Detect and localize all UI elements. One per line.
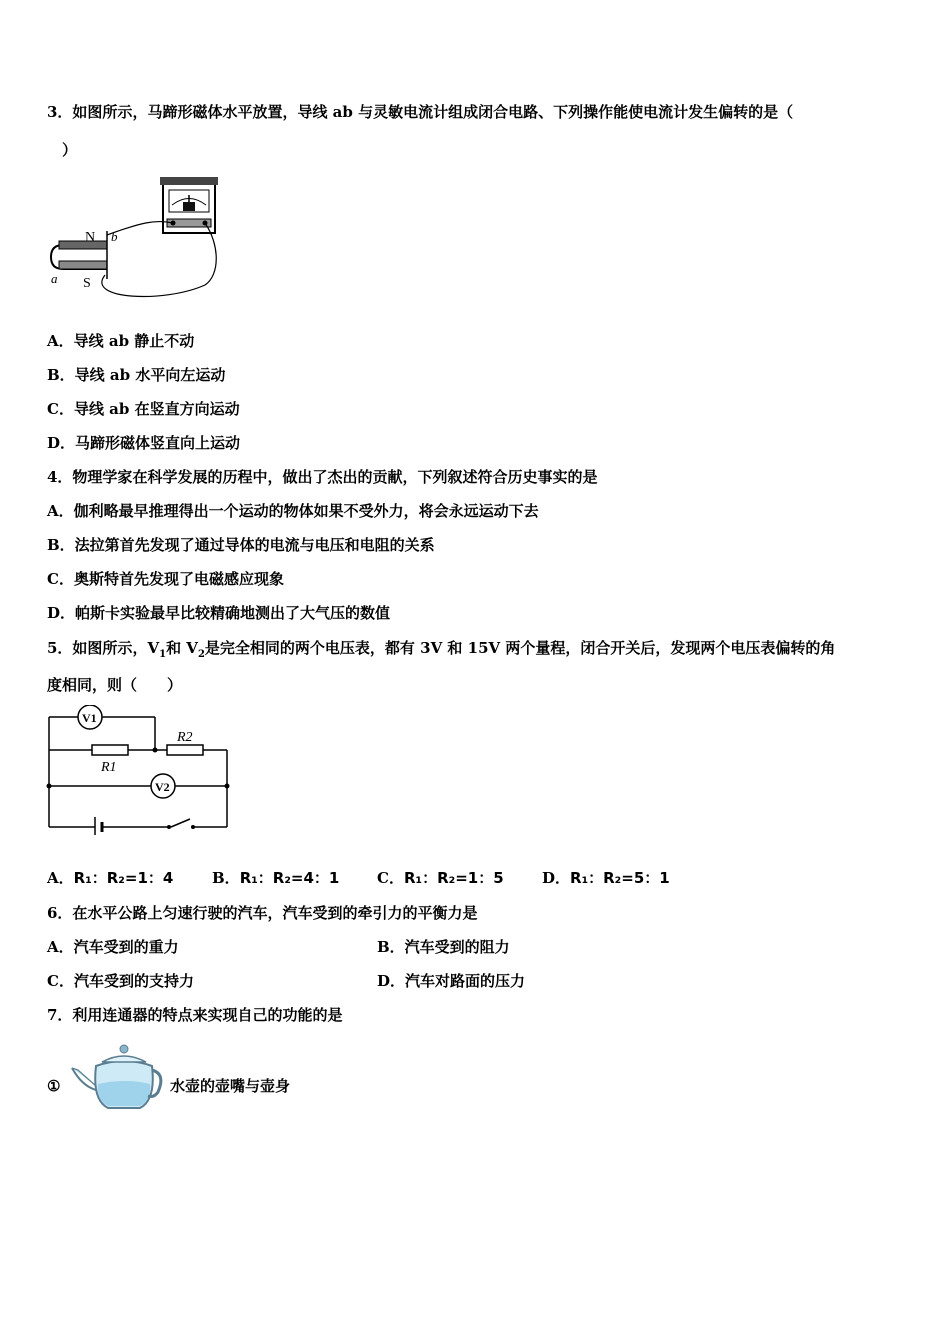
teapot-icon — [68, 1038, 164, 1114]
resistor-r1 — [92, 745, 128, 755]
q4-stem: 4．物理学家在科学发展的历程中，做出了杰出的贡献，下列叙述符合历史事实的是 — [47, 468, 598, 486]
q5-stem — [47, 638, 835, 665]
galvanometer — [160, 177, 218, 233]
q5-stem-pre: 5．如图所示， — [47, 639, 148, 657]
label-s: S — [83, 276, 91, 291]
q7-item1-marker: ① — [47, 1077, 61, 1095]
resistor-r2 — [167, 745, 203, 755]
q7-item1-text: 水壶的壶嘴与壶身 — [170, 1077, 291, 1095]
q5-v1: V — [147, 639, 160, 657]
label-r1: R1 — [101, 760, 117, 775]
q7-stem: 7．利用连通器的特点来实现自己的功能的是 — [47, 1006, 343, 1024]
q3-option-b[interactable]: B．导线 ab 水平向左运动 — [47, 366, 226, 384]
label-v2: V2 — [155, 780, 170, 794]
label-b: b — [111, 229, 118, 244]
label-a: a — [51, 271, 58, 286]
q3-stem: 3．如图所示，马蹄形磁体水平放置，导线 ab 与灵敏电流计组成闭合电路、下列操作能使电流计发生偏转的是（ — [47, 103, 794, 121]
q5-sub1: 1 — [159, 649, 167, 660]
q3-option-d[interactable]: D．马蹄形磁体竖直向上运动 — [47, 434, 241, 452]
label-v1: V1 — [82, 711, 97, 725]
q4-option-c[interactable]: C．奥斯特首先发现了电磁感应现象 — [47, 570, 284, 588]
q6-option-b[interactable]: B．汽车受到的阻力 — [377, 938, 510, 956]
q6-stem: 6．在水平公路上匀速行驶的汽车，汽车受到的牵引力的平衡力是 — [47, 904, 478, 922]
q5-sub2: 2 — [197, 649, 205, 660]
label-n: N — [85, 230, 96, 245]
q5-option-c[interactable]: C．R₁：R₂=1：5 — [377, 869, 504, 887]
q6-option-c[interactable]: C．汽车受到的支持力 — [47, 972, 194, 990]
label-r2: R2 — [177, 730, 193, 745]
q3-option-a[interactable]: A．导线 ab 静止不动 — [47, 332, 195, 350]
q5-option-d[interactable]: D．R₁：R₂=5：1 — [542, 869, 670, 887]
q4-option-d[interactable]: D．帕斯卡实验最早比较精确地测出了大气压的数值 — [47, 604, 391, 622]
q5-stem-line2: 度相同，则（ ） — [47, 676, 183, 694]
q3-figure-magnet-galvanometer — [45, 175, 225, 307]
q5-option-a[interactable]: A．R₁：R₂=1：4 — [47, 869, 174, 887]
q5-mid: 和 — [166, 639, 187, 657]
q5-circuit-diagram — [45, 705, 235, 835]
q5-option-b[interactable]: B．R₁：R₂=4：1 — [212, 869, 340, 887]
q4-option-b[interactable]: B．法拉第首先发现了通过导体的电流与电压和电阻的关系 — [47, 536, 435, 554]
horseshoe-magnet — [51, 231, 107, 279]
q3-stem-end: ） — [62, 141, 78, 159]
q3-option-c[interactable]: C．导线 ab 在竖直方向运动 — [47, 400, 240, 418]
q6-option-d[interactable]: D．汽车对路面的压力 — [377, 972, 526, 990]
q5-stem-post: 是完全相同的两个电压表，都有 3V 和 15V 两个量程，闭合开关后，发现两个电压表偏转的角 — [204, 639, 836, 657]
q4-option-a[interactable]: A．伽利略最早推理得出一个运动的物体如果不受外力，将会永远运动下去 — [47, 502, 539, 520]
q5-v2: V — [186, 639, 198, 657]
q6-option-a[interactable]: A．汽车受到的重力 — [47, 938, 179, 956]
